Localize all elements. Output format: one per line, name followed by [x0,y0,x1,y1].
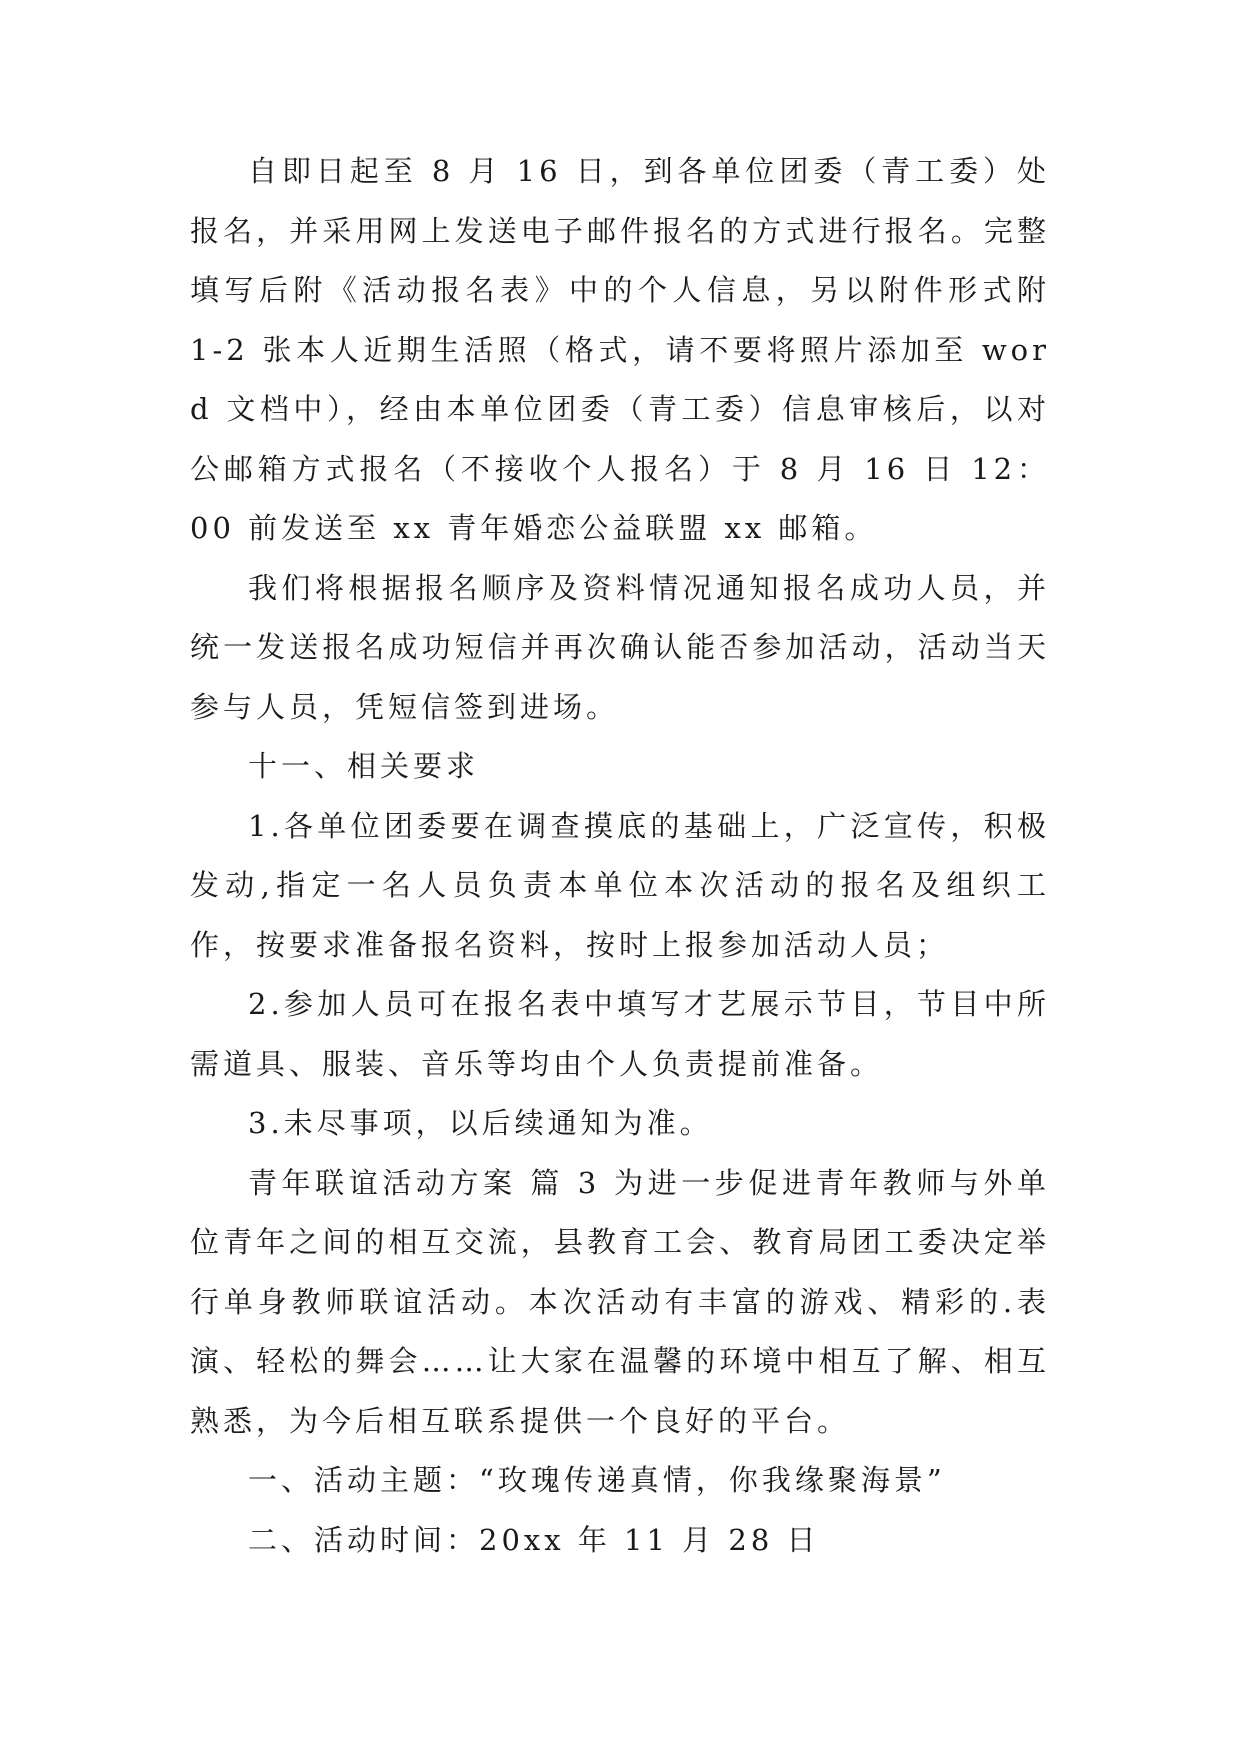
requirement-item-2: 2.参加人员可在报名表中填写才艺展示节目，节目中所需道具、服装、音乐等均由个人负责提前准备。 [190,987,1050,1081]
paragraph-activity-time: 二、活动时间：20xx 年 11 月 28 日 [248,1522,820,1557]
requirement-item-1: 1.各单位团委要在调查摸底的基础上，广泛宣传，积极发动,指定一名人员负责本单位本次活动的报名及组织工作，按要求准备报名资料，按时上报参加活动人员； [190,808,1050,962]
paragraph-registration-method: 自即日起至 8 月 16 日，到各单位团委（青工委）处报名，并采用网上发送电子邮件报名的方式进行报名。完整填写后附《活动报名表》中的个人信息，另以附件形式附 1-2 张本人近期生活照（格式，请不要将照片添加至 word 文档中），经由本单位团委（青工委）信息审核后，以对公邮箱方式报名（不接收个人报名）于 8 月 16 日 12：00 前发送至 xx 青年婚恋公益联盟 xx 邮箱。 [190,154,1050,545]
section-heading-requirements: 十一、相关要求 [248,749,480,783]
requirement-item-3: 3.未尽事项，以后续通知为准。 [248,1106,713,1140]
paragraph-notification: 我们将根据报名顺序及资料情况通知报名成功人员，并统一发送报名成功短信并再次确认能否参加活动，活动当天参与人员，凭短信签到进场。 [190,570,1050,724]
document-body [190,142,1050,1570]
paragraph-activity-theme: 一、活动主题：“玫瑰传递真情，你我缘聚海景” [248,1463,946,1497]
paragraph-plan-3-intro: 青年联谊活动方案 篇 3 为进一步促进青年教师与外单位青年之间的相互交流，县教育工会、教育局团工委决定举行单身教师联谊活动。本次活动有丰富的游戏、精彩的.表演、轻松的舞会……让大家在温馨的环境中相互了解、相互熟悉，为今后相互联系提供一个良好的平台。 [190,1165,1050,1438]
